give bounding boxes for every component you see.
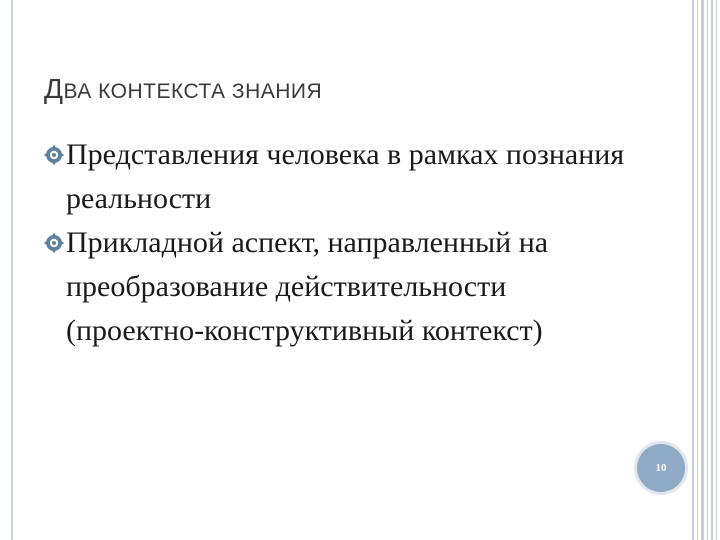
- page-number: 10: [655, 462, 667, 474]
- bullet-text: Представления человека в рамках познания реальности: [66, 138, 625, 215]
- right-decorative-stripes: [690, 0, 720, 540]
- gear-bullet-icon: [44, 233, 64, 253]
- gear-bullet-icon: [44, 145, 64, 165]
- slide-title: [44, 72, 322, 109]
- page-number-badge: [637, 444, 685, 492]
- bullet-text: Прикладной аспект, направленный на преобразование действительности (проектно-конструктивный контекст): [66, 226, 549, 347]
- left-decorative-rule: [11, 0, 13, 540]
- bullet-item: [44, 133, 644, 221]
- bullet-list: [44, 133, 644, 353]
- slide-title-initial: Д: [44, 73, 64, 104]
- slide-title-rest: ВА КОНТЕКСТА ЗНАНИЯ: [63, 80, 323, 103]
- bullet-item: [44, 221, 644, 353]
